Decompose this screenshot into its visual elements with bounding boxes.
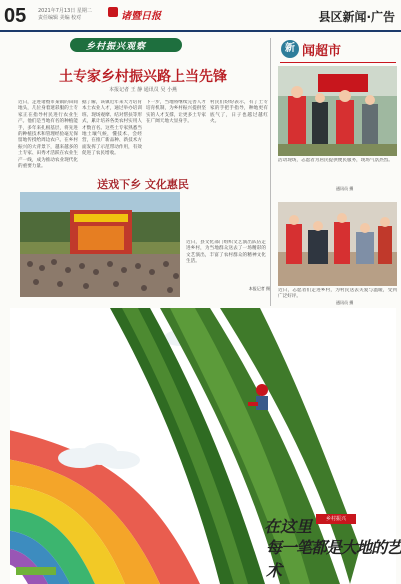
ad-seal-stamp: 乡村振兴: [316, 514, 356, 524]
market-news-text-2: 近日，志愿者们走进乡村，为村民送去关爱与温暖，受到广泛好评。: [278, 288, 397, 300]
news-market-icon: 新: [281, 40, 299, 58]
news-market-title: 闻超市: [302, 44, 342, 59]
photo-credit: 本报记者 摄: [248, 286, 270, 291]
editor-line: 责任编辑 美编 校对: [38, 15, 82, 21]
volunteer-photo: [278, 66, 397, 156]
column-divider: [270, 38, 271, 306]
article-headline-2: 送戏下乡 文化惠民: [97, 178, 189, 191]
news-market-rule: [280, 62, 396, 63]
market-photo-credit-2: 通讯员 摄: [336, 300, 354, 305]
masthead: 诸暨日报: [121, 11, 161, 22]
stage-performance-photo: [20, 192, 180, 297]
ad-slogan-line-2: 每一笔都是大地的艺术: [266, 538, 401, 580]
article-headline: 土专家乡村振兴路上当先锋: [59, 69, 227, 85]
article-byline: 本报记者 王 静 通讯员 吴 小燕: [109, 87, 177, 93]
article-column-4: 村民们纷纷表示，有了土专家的手把手指导，种地更有底气了，日子也越过越红火。: [210, 100, 268, 125]
column-banner-label: 乡村振兴观察: [86, 42, 147, 52]
ad-slogan-line-1: 在这里: [264, 517, 313, 536]
market-photo-credit-1: 通讯员 摄: [336, 186, 354, 191]
article-column-1: 近日，走进诸暨市某镇的田间地头，几位身着迷彩服的土专家正在指导村民进行农业生产。他们是当地有名的种植能手，多年来扎根基层，将先进的种植技术和管理经验毫无保留地传授给周边农户。在乡村振兴的大背景下，越来越多的土专家、田秀才活跃在农业生产一线，成为推动农业现代化的重要力量。: [18, 100, 78, 170]
section-title: 县区新闻·广告: [318, 10, 395, 24]
photo-caption: 近日，县文化部门组织文艺演出队伍走进乡村，为当地群众送去了一场精彩的文艺演出，丰富了农村群众的精神文化生活。: [186, 240, 266, 265]
page-header: [0, 0, 401, 32]
newspaper-logo-icon: [108, 7, 118, 17]
page-number: 05: [4, 5, 27, 27]
market-news-text-1: 活动现场，志愿者为居民提供便民服务，现场气氛热烈。: [278, 158, 393, 163]
header-rule: [0, 30, 401, 32]
service-photo: [278, 202, 397, 286]
date-line: 2021年7月13日 星期二: [38, 8, 92, 14]
ad-footer-logo: [16, 567, 56, 575]
article-column-2: 据了解，该镇近年来大力培育本土农业人才，通过举办培训班、现场观摩、结对帮扶等形式，累计培养各类农村实用人才数百名。这些土专家熟悉当地土壤气候，懂技术、会经营，在推广新品种、新技术方面发挥了示范带动作用，有效促进了农民增收。: [82, 100, 142, 157]
article-column-3: 下一步，当地将继续完善人才培育机制，为乡村振兴提供坚实的人才支撑，让更多土专家在广阔天地大显身手。: [146, 100, 206, 125]
